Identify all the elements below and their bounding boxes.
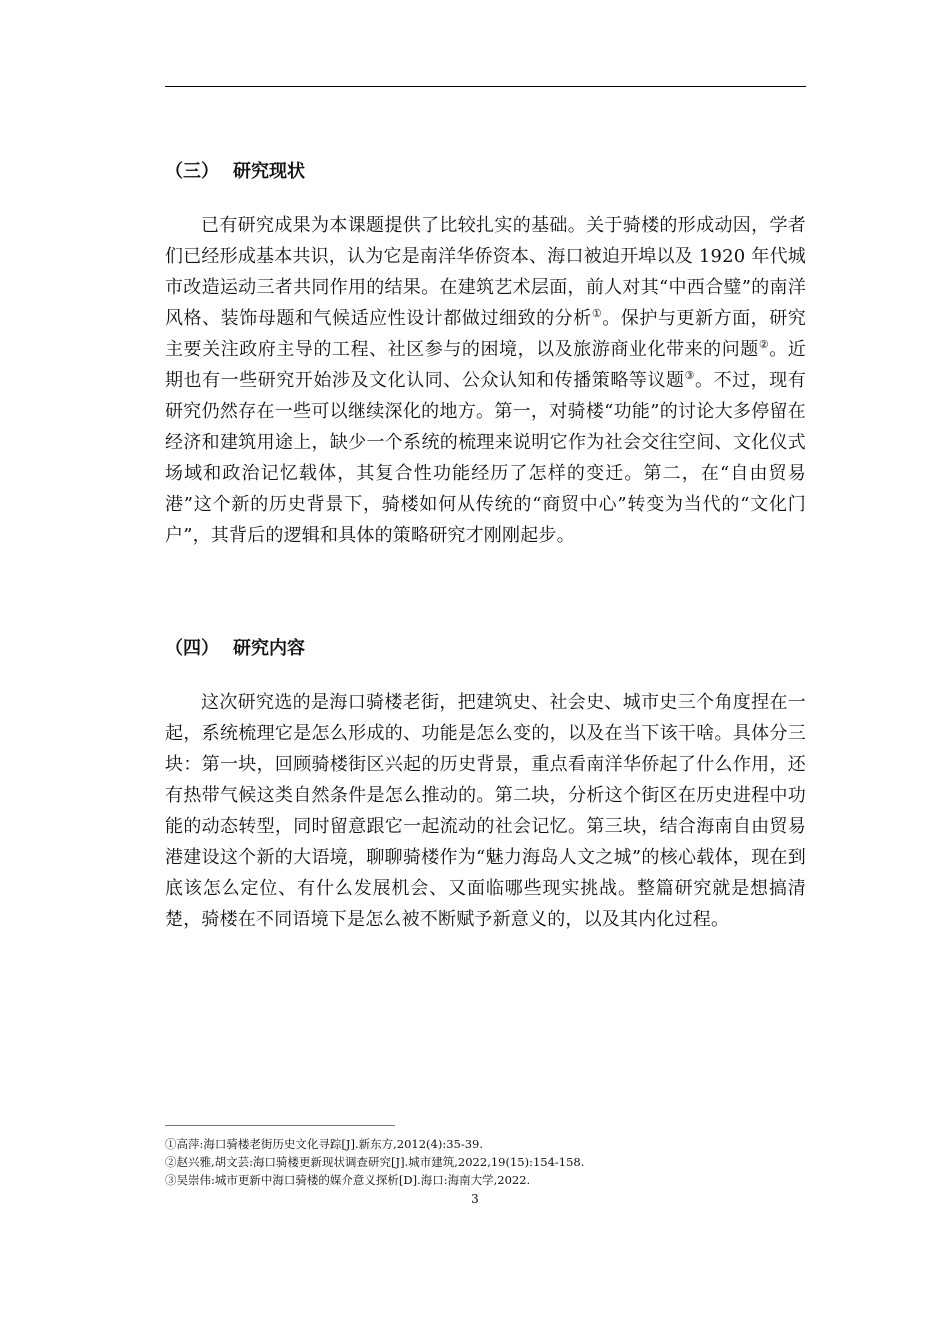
footnote-1: ①高萍:海口骑楼老街历史文化寻踪[J].新东方,2012(4):35-39. xyxy=(165,1137,484,1151)
footnote-3: ③吴崇伟:城市更新中海口骑楼的媒介意义探析[D].海口:海南大学,2022. xyxy=(165,1173,531,1187)
paragraph-text: 。不过，现有研究仍然存在一些可以继续深化的地方。第一，对骑楼“功能”的讨论大多停留在经济和建筑用途上，缺少一个系统的梳理来说明它作为社会交往空间、文化仪式场域和政治记忆载体，其复合性功能经历了怎样的变迁。第二，在“自由贸易港”这个新的历史背景下，骑楼如何从传统的“商贸中心”转变为当代的“文化门户”，其背后的逻辑和具体的策略研究才刚刚起步。 xyxy=(165,370,806,546)
section-title: 研究内容 xyxy=(233,638,305,659)
footnotes xyxy=(165,1135,806,1189)
paragraph-text: 。保护与更新方面，研究主要关注政府主导的工程、社区参与的困境，以及旅游商业化带来的问题 xyxy=(165,308,806,360)
footnote-ref-3[interactable]: ③ xyxy=(684,369,696,382)
header-rule xyxy=(165,86,806,87)
section-number: （四） xyxy=(165,638,219,659)
paragraph-text: 。近期也有一些研究开始涉及文化认同、公众认知和传播策略等议题 xyxy=(165,339,806,391)
section-research-status xyxy=(165,160,806,551)
footnote-2: ②赵兴雅,胡文芸:海口骑楼更新现状调查研究[J].城市建筑,2022,19(15):154-158. xyxy=(165,1155,585,1169)
section-number: （三） xyxy=(165,161,219,182)
paragraph-text: 已有研究成果为本课题提供了比较扎实的基础。关于骑楼的形成动因，学者们已经形成基本共识，认为它是南洋华侨资本、海口被迫开埠以及 1920 年代城市改造运动三者共同作用的结果。在建筑艺术层面，前人对其“中西合璧”的南洋风格、装饰母题和气候适应性设计都做过细致的分析 xyxy=(165,215,806,329)
body-paragraph: 这次研究选的是海口骑楼老街，把建筑史、社会史、城市史三个角度捏在一起，系统梳理它是怎么形成的、功能是怎么变的，以及在当下该干啥。具体分三块：第一块，回顾骑楼街区兴起的历史背景，重点看南洋华侨起了什么作用，还有热带气候这类自然条件是怎么推动的。第二块，分析这个街区在历史进程中功能的动态转型，同时留意跟它一起流动的社会记忆。第三块，结合海南自由贸易港建设这个新的大语境，聊聊骑楼作为“魅力海岛人文之城”的核心载体，现在到底该怎么定位、有什么发展机会、又面临哪些现实挑战。整篇研究就是想搞清楚，骑楼在不同语境下是怎么被不断赋予新意义的，以及其内化过程。 xyxy=(165,692,806,930)
body-paragraph xyxy=(165,210,806,551)
section-title: 研究现状 xyxy=(233,161,305,182)
footnote-rule xyxy=(165,1125,395,1126)
page-number: 3 xyxy=(471,1192,479,1206)
footnote-ref-2[interactable]: ② xyxy=(758,338,770,351)
section-heading xyxy=(165,160,806,184)
section-heading xyxy=(165,637,806,661)
section-research-content xyxy=(165,637,806,935)
footnote-ref-1[interactable]: ① xyxy=(591,307,603,320)
